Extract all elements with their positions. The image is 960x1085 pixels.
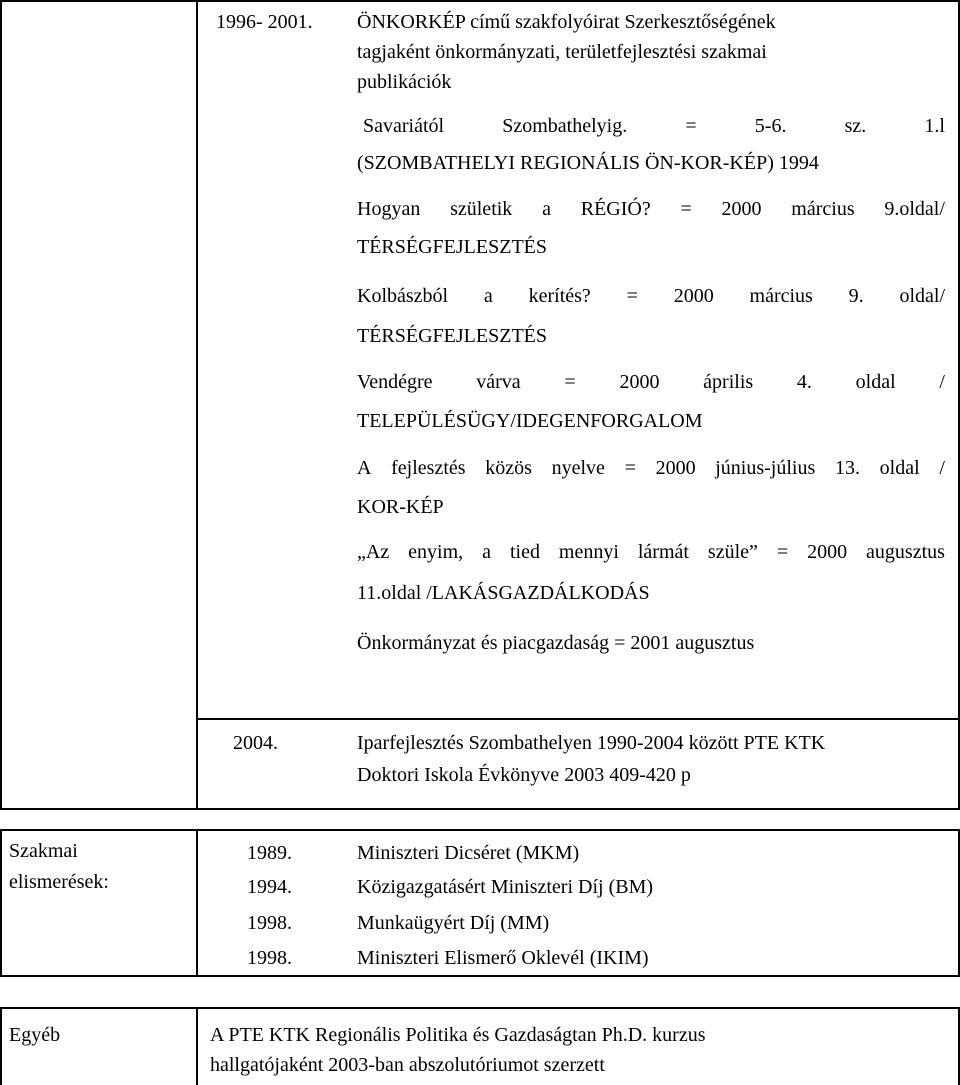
article-3-line-1 xyxy=(357,286,945,306)
article-4-line-1 xyxy=(357,372,945,392)
word: 13. xyxy=(834,457,860,479)
word: „Az xyxy=(357,541,390,563)
word: 4. xyxy=(796,371,812,393)
word: születik xyxy=(450,198,513,220)
word: RÉGIÓ? xyxy=(580,198,651,220)
word: Szombathelyig. xyxy=(502,115,628,137)
word: / xyxy=(939,371,945,393)
word: Kolbászból xyxy=(357,285,449,307)
article-2-line-2: TÉRSÉGFEJLESZTÉS xyxy=(357,236,548,258)
word: a xyxy=(483,285,493,307)
word: 9.oldal/ xyxy=(884,198,945,220)
item-2004-year: 2004. xyxy=(233,732,278,754)
article-6-line-2: 11.oldal /LAKÁSGAZDÁLKODÁS xyxy=(357,582,650,604)
article-3-line-2: TÉRSÉGFEJLESZTÉS xyxy=(357,325,548,347)
publications-intro-line-1: ÖNKORKÉP című szakfolyóirat Szerkesztőségének xyxy=(357,11,776,33)
word: sz. xyxy=(844,115,867,137)
word: június-július xyxy=(715,457,816,479)
item-2004-line-1: Iparfejlesztés Szombathelyen 1990-2004 között PTE KTK xyxy=(357,732,826,754)
word: 2000 xyxy=(619,371,660,393)
word: = xyxy=(776,541,789,563)
awards-label-line-1: Szakmai xyxy=(9,840,78,862)
word: a xyxy=(542,198,551,220)
word: mennyi xyxy=(558,541,619,563)
article-1-line-2: (SZOMBATHELYI REGIONÁLIS ÖN-KOR-KÉP) 1994 xyxy=(357,152,819,174)
word: A xyxy=(357,457,372,479)
award-4-year: 1998. xyxy=(247,947,292,969)
word: 5-6. xyxy=(754,115,787,137)
word: oldal/ xyxy=(899,285,945,307)
word: 2000 xyxy=(721,198,762,220)
award-2-year: 1994. xyxy=(247,876,292,898)
word: = xyxy=(685,115,697,137)
other-label: Egyéb xyxy=(9,1024,61,1046)
award-3-title: Munkaügyért Díj (MM) xyxy=(357,912,550,934)
publications-year-range: 1996- 2001. xyxy=(216,11,313,33)
word: = xyxy=(624,457,636,479)
article-2-line-1 xyxy=(357,199,945,219)
article-6-line-1 xyxy=(357,542,945,562)
word: Vendégre xyxy=(357,371,433,393)
word: augusztus xyxy=(866,541,945,563)
word: 2000 xyxy=(807,541,848,563)
article-1-line-1 xyxy=(363,116,945,136)
article-7-line-1: Önkormányzat és piacgazdaság = 2001 augusztus xyxy=(357,632,755,654)
word: április xyxy=(703,371,754,393)
word: enyim, xyxy=(408,541,464,563)
word: Savariától xyxy=(363,115,445,137)
other-line-2: hallgatójaként 2003-ban abszolutóriumot szerzett xyxy=(210,1054,605,1076)
word: szüle” xyxy=(707,541,758,563)
award-1-year: 1989. xyxy=(247,842,292,864)
word: várva xyxy=(476,371,521,393)
award-1-title: Miniszteri Dicséret (MKM) xyxy=(357,842,580,864)
article-4-line-2: TELEPÜLÉSÜGY/IDEGENFORGALOM xyxy=(357,410,703,432)
word: nyelve xyxy=(551,457,605,479)
word: 2000 xyxy=(673,285,714,307)
word: = xyxy=(626,285,638,307)
word: 1.l xyxy=(924,115,945,137)
word: fejlesztés xyxy=(391,457,466,479)
article-5-line-1 xyxy=(357,458,945,478)
publications-intro-line-3: publikációk xyxy=(357,71,452,93)
awards-label-line-2: elismerések: xyxy=(9,871,109,893)
article-5-line-2: KOR-KÉP xyxy=(357,496,444,518)
word: = xyxy=(564,371,576,393)
word: március xyxy=(791,198,855,220)
other-line-1: A PTE KTK Regionális Politika és Gazdaságtan Ph.D. kurzus xyxy=(210,1024,706,1046)
word: a xyxy=(482,541,491,563)
award-3-year: 1998. xyxy=(247,912,292,934)
word: tied xyxy=(509,541,540,563)
word: 2000 xyxy=(655,457,696,479)
word: Hogyan xyxy=(357,198,421,220)
item-2004-line-2: Doktori Iskola Évkönyve 2003 409-420 p xyxy=(357,764,691,786)
word: március xyxy=(749,285,813,307)
word: oldal xyxy=(879,457,920,479)
word: kerítés? xyxy=(528,285,591,307)
word: = xyxy=(680,198,692,220)
word: / xyxy=(939,457,945,479)
publications-intro-line-2: tagjaként önkormányzati, területfejlesztési szakmai xyxy=(357,41,767,63)
award-2-title: Közigazgatásért Miniszteri Díj (BM) xyxy=(357,876,654,898)
word: 9. xyxy=(848,285,864,307)
award-4-title: Miniszteri Elismerő Oklevél (IKIM) xyxy=(357,947,649,969)
word: közös xyxy=(485,457,532,479)
word: lármát xyxy=(637,541,689,563)
word: oldal xyxy=(855,371,896,393)
